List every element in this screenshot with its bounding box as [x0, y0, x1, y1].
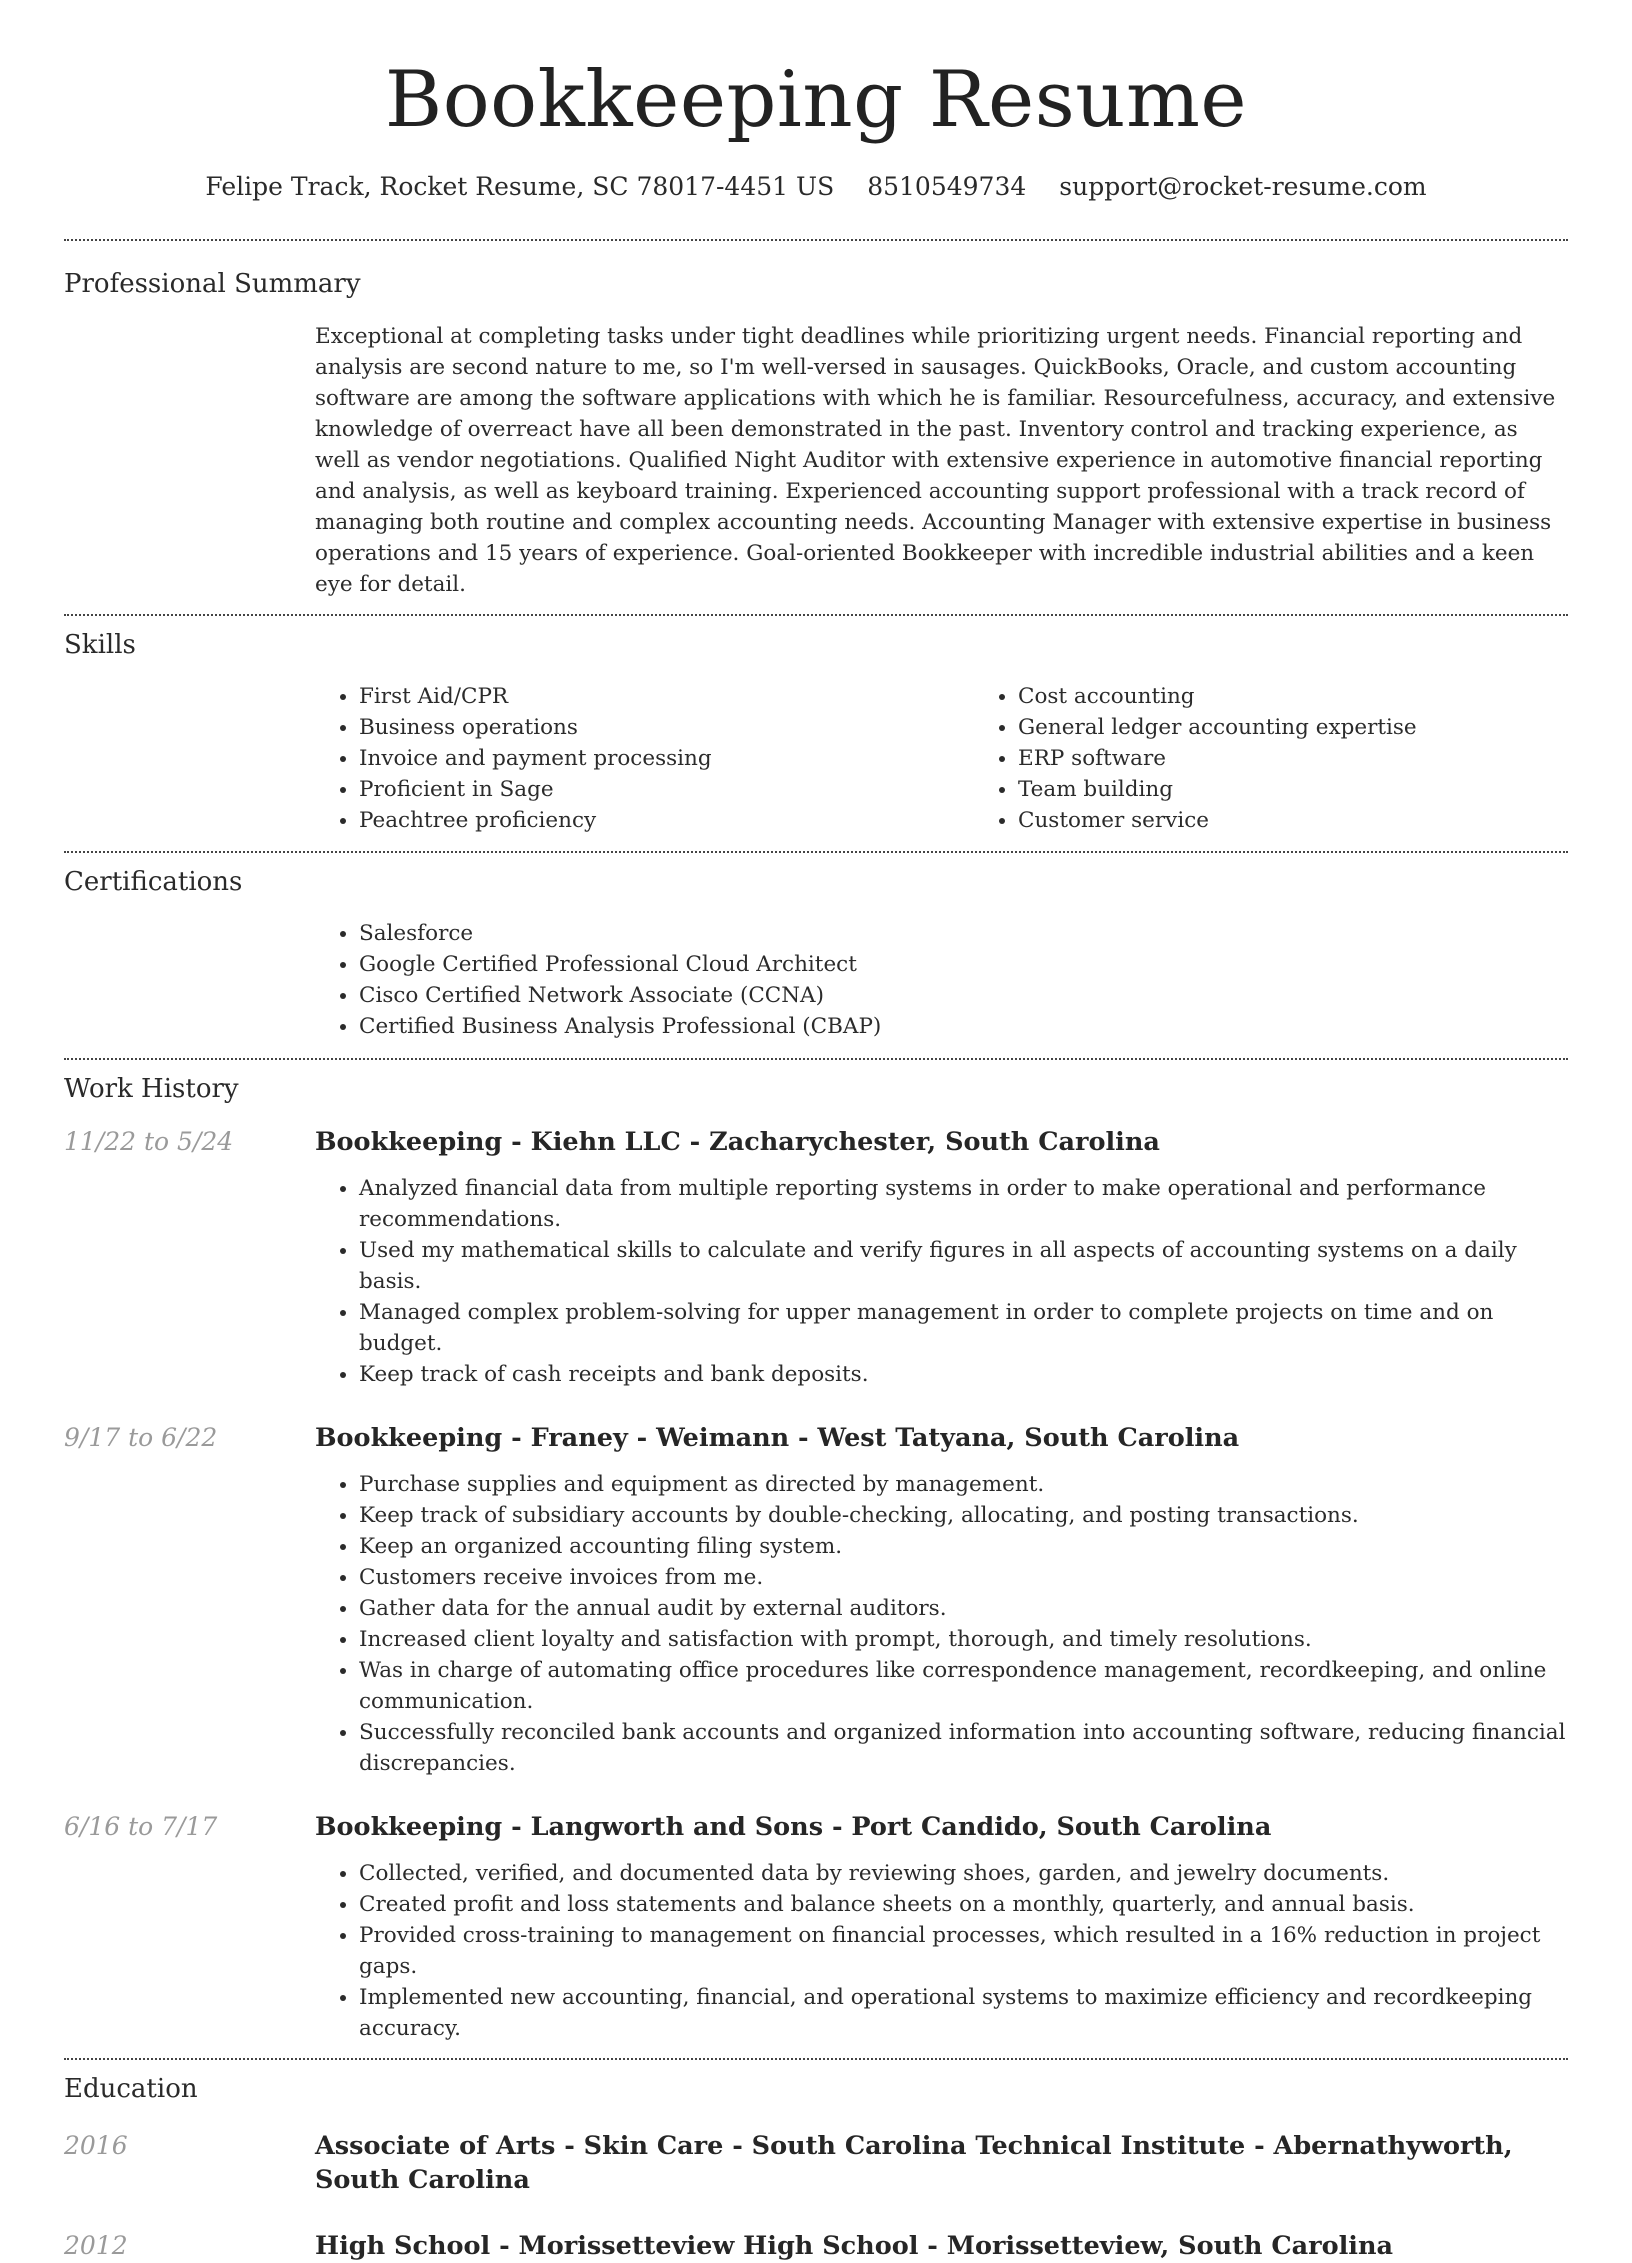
- contact-address: Felipe Track, Rocket Resume, SC 78017-4451 US: [205, 172, 835, 201]
- certification-item: • Certified Business Analysis Professional (CBAP): [359, 1011, 1568, 1042]
- job-title: Bookkeeping - Langworth and Sons - Port Candido, South Carolina: [315, 1812, 1272, 1842]
- job-bullet: • Analyzed financial data from multiple reporting systems in order to make operational and performance recommendations.: [359, 1173, 1568, 1235]
- job-entry: [64, 1421, 1568, 1779]
- job-bullets: [315, 1858, 1568, 2044]
- certifications-section: [64, 853, 1568, 1042]
- skills-list-right: [974, 681, 1632, 836]
- education-title: Associate of Arts - Skin Care - South Carolina Technical Institute - Abernathyworth, South Carolina: [315, 2131, 1513, 2195]
- education-year: 2016: [64, 2131, 128, 2160]
- education-title: High School - Morissetteview High School - Morissetteview, South Carolina: [315, 2231, 1394, 2261]
- certification-item: • Google Certified Professional Cloud Architect: [359, 949, 1568, 980]
- summary-heading: Professional Summary: [64, 269, 361, 299]
- job-dates: 11/22 to 5/24: [64, 1127, 234, 1156]
- skill-item: • First Aid/CPR: [359, 681, 974, 712]
- education-entry: [64, 2229, 1568, 2263]
- job-bullet: • Gather data for the annual audit by external auditors.: [359, 1593, 1568, 1624]
- job-bullet: • Purchase supplies and equipment as directed by management.: [359, 1469, 1568, 1500]
- job-dates: 6/16 to 7/17: [64, 1812, 218, 1841]
- skill-item: • General ledger accounting expertise: [1018, 712, 1632, 743]
- job-bullet: • Customers receive invoices from me.: [359, 1562, 1568, 1593]
- job-entry: [64, 1810, 1568, 2044]
- skill-item: • Peachtree proficiency: [359, 805, 974, 836]
- education-section: [64, 2060, 1568, 2263]
- education-heading: Education: [64, 2074, 198, 2104]
- skills-list-left: [315, 681, 974, 836]
- education-list: [64, 2129, 1568, 2263]
- certifications-heading: Certifications: [64, 867, 243, 897]
- resume-title: Bookkeeping Resume: [384, 55, 1248, 145]
- job-title: Bookkeeping - Kiehn LLC - Zacharychester, South Carolina: [315, 1127, 1160, 1157]
- jobs-list: [64, 1125, 1568, 2044]
- work-heading: Work History: [64, 1074, 239, 1104]
- job-title: Bookkeeping - Franey - Weimann - West Tatyana, South Carolina: [315, 1423, 1240, 1453]
- skills-section: [64, 616, 1568, 836]
- job-dates: 9/17 to 6/22: [64, 1423, 218, 1452]
- certifications-list: [315, 918, 1568, 1042]
- job-bullet: • Used my mathematical skills to calculate and verify figures in all aspects of accounting systems on a daily basis.: [359, 1235, 1568, 1297]
- job-bullets: [315, 1469, 1568, 1779]
- summary-section: [64, 241, 1568, 600]
- job-bullet: • Implemented new accounting, financial, and operational systems to maximize efficiency and recordkeeping accuracy.: [359, 1982, 1568, 2044]
- job-bullets: [315, 1173, 1568, 1390]
- job-bullet: • Keep track of cash receipts and bank deposits.: [359, 1359, 1568, 1390]
- contact-line: [64, 170, 1568, 204]
- job-entry: [64, 1125, 1568, 1390]
- skill-item: • Invoice and payment processing: [359, 743, 974, 774]
- contact-email: support@rocket-resume.com: [1059, 172, 1427, 201]
- skill-item: • Customer service: [1018, 805, 1632, 836]
- job-bullet: • Collected, verified, and documented data by reviewing shoes, garden, and jewelry documents.: [359, 1858, 1568, 1889]
- certification-item: • Cisco Certified Network Associate (CCNA): [359, 980, 1568, 1011]
- job-bullet: • Keep an organized accounting filing system.: [359, 1531, 1568, 1562]
- skill-item: • Proficient in Sage: [359, 774, 974, 805]
- skill-item: • Business operations: [359, 712, 974, 743]
- work-section: [64, 1060, 1568, 2044]
- job-bullet: • Increased client loyalty and satisfaction with prompt, thorough, and timely resolutions.: [359, 1624, 1568, 1655]
- skill-item: • Team building: [1018, 774, 1632, 805]
- job-bullet: • Managed complex problem-solving for upper management in order to complete projects on time and on budget.: [359, 1297, 1568, 1359]
- skills-heading: Skills: [64, 630, 136, 660]
- education-entry: [64, 2129, 1568, 2197]
- job-bullet: • Successfully reconciled bank accounts and organized information into accounting software, reducing financial discrepancies.: [359, 1717, 1568, 1779]
- education-year: 2012: [64, 2231, 128, 2260]
- contact-phone: 8510549734: [867, 172, 1027, 201]
- certification-item: • Salesforce: [359, 918, 1568, 949]
- skill-item: • ERP software: [1018, 743, 1632, 774]
- summary-text: Exceptional at completing tasks under tight deadlines while prioritizing urgent needs. Financial reporting and analysis are second nature to me, so I'm well-versed in sausages. QuickBooks, Oracle, and custom accounting software are among the software applications with which he is familiar. Resourcefulness, accuracy, and extensive knowledge of overreact have all been demonstrated in the past. Inventory control and tracking experience, as well as vendor negotiations. Qualified Night Auditor with extensive experience in automotive financial reporting and analysis, as well as keyboard training. Experienced accounting support professional with a track record of managing both routine and complex accounting needs. Accounting Manager with extensive expertise in business operations and 15 years of experience. Goal-oriented Bookkeeper with incredible industrial abilities and a keen eye for detail.: [315, 324, 1556, 597]
- skill-item: • Cost accounting: [1018, 681, 1632, 712]
- job-bullet: • Keep track of subsidiary accounts by double-checking, allocating, and posting transactions.: [359, 1500, 1568, 1531]
- job-bullet: • Created profit and loss statements and balance sheets on a monthly, quarterly, and annual basis.: [359, 1889, 1568, 1920]
- job-bullet: • Was in charge of automating office procedures like correspondence management, recordkeeping, and online communication.: [359, 1655, 1568, 1717]
- job-bullet: • Provided cross-training to management on financial processes, which resulted in a 16% reduction in project gaps.: [359, 1920, 1568, 1982]
